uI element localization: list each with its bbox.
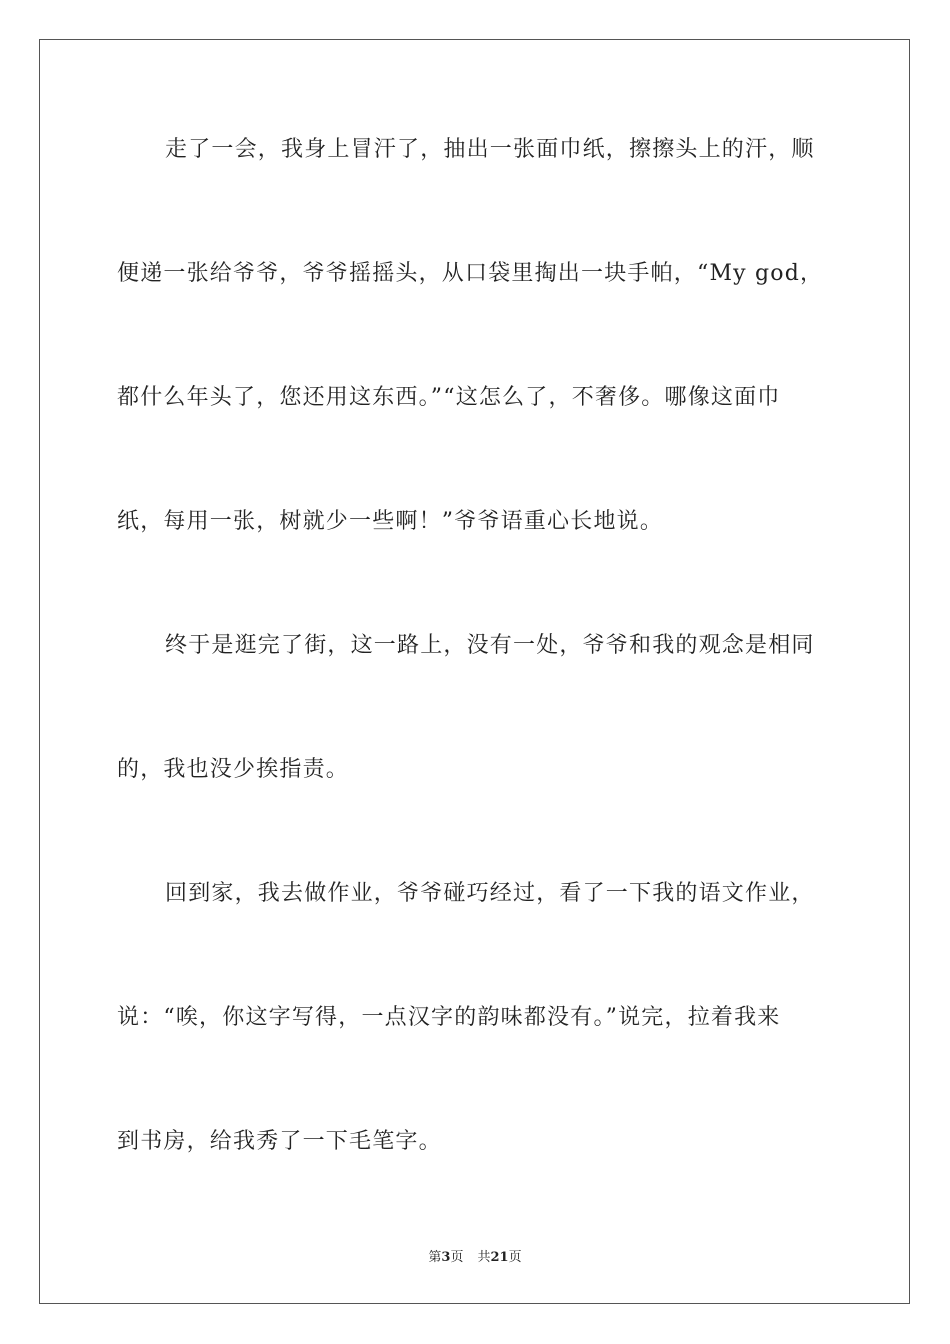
text-line-3: 都什么年头了，您还用这东西。”“这怎么了，不奢侈。哪像这面巾: [117, 385, 781, 410]
text-line-4: 纸，每用一张，树就少一些啊！”爷爷语重心长地说。: [117, 509, 664, 534]
document-body: [117, 122, 833, 1238]
page-number: 3: [441, 1250, 451, 1265]
text-line-8: 说：“唉，你这字写得，一点汉字的韵味都没有。”说完，拉着我来: [117, 1005, 781, 1030]
text-line-7: 回到家，我去做作业，爷爷碰巧经过，看了一下我的语文作业，: [165, 881, 815, 906]
page-suffix: 页: [450, 1250, 464, 1265]
page-footer: [0, 1246, 950, 1265]
text-line-1: 走了一会，我身上冒汗了，抽出一张面巾纸，擦擦头上的汗，顺: [165, 137, 815, 162]
text-line-9: 到书房，给我秀了一下毛笔字。: [117, 1129, 442, 1154]
text-line-6: 的，我也没少挨指责。: [117, 757, 350, 782]
total-suffix: 页: [508, 1250, 522, 1265]
total-pages: 21: [490, 1250, 509, 1265]
text-line-5: 终于是逛完了街，这一路上，没有一处，爷爷和我的观念是相同: [165, 633, 815, 658]
total-prefix: 共: [477, 1250, 491, 1265]
page-prefix: 第: [428, 1250, 442, 1265]
text-line-2: 便递一张给爷爷，爷爷摇摇头，从口袋里掏出一块手帕，“My god，: [117, 261, 824, 286]
